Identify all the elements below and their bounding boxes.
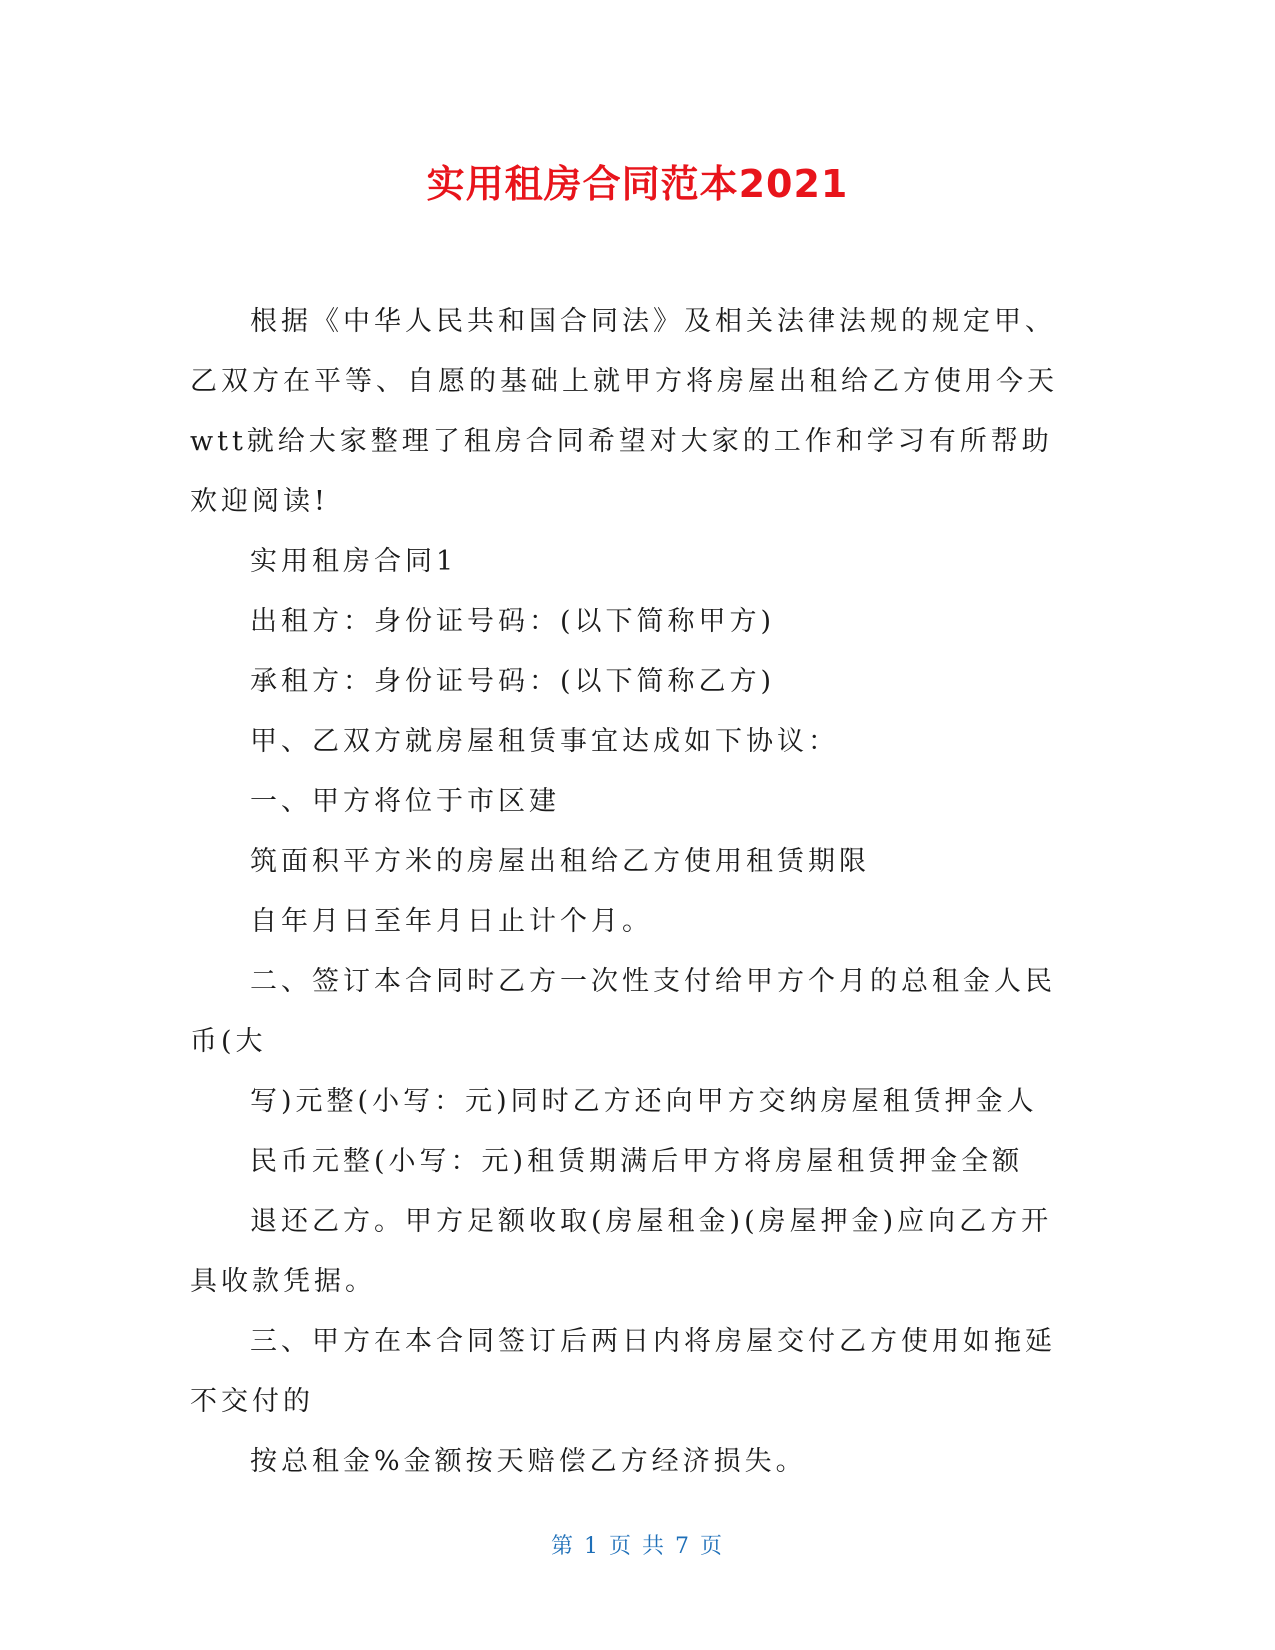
paragraph-clause-2c: 民币元整(小写：元)租赁期满后甲方将房屋租赁押金全额 <box>250 1146 1024 1177</box>
paragraph-clause-2b: 写)元整(小写：元)同时乙方还向甲方交纳房屋租赁押金人 <box>250 1086 1038 1117</box>
paragraph-clause-1c: 自年月日至年月日止计个月。 <box>250 906 653 937</box>
paragraph-clause-2d: 退还乙方。甲方足额收取(房屋租金)(房屋押金)应向乙方开具收款凭据。 <box>190 1206 1053 1297</box>
paragraph-heading: 实用租房合同1 <box>250 546 458 577</box>
paragraph-intro: 根据《中华人民共和国合同法》及相关法律法规的规定甲、乙双方在平等、自愿的基础上就甲方将房屋出租给乙方使用今天wtt就给大家整理了租房合同希望对大家的工作和学习有所帮助欢迎阅读! <box>190 306 1058 517</box>
document-title: 实用租房合同范本2021 <box>426 162 849 206</box>
paragraph-agreement: 甲、乙双方就房屋租赁事宜达成如下协议： <box>250 726 839 757</box>
page-number-footer: 第 1 页 共 7 页 <box>551 1534 724 1559</box>
paragraph-lessor: 出租方：身份证号码：(以下简称甲方) <box>250 606 776 637</box>
paragraph-lessee: 承租方：身份证号码：(以下简称乙方) <box>250 666 776 697</box>
paragraph-clause-1a: 一、甲方将位于市区建 <box>250 786 560 817</box>
document-body <box>190 292 1070 1492</box>
paragraph-clause-3b: 按总租金%金额按天赔偿乙方经济损失。 <box>250 1446 807 1477</box>
paragraph-clause-3a: 三、甲方在本合同签订后两日内将房屋交付乙方使用如拖延不交付的 <box>190 1326 1056 1417</box>
paragraph-clause-1b: 筑面积平方米的房屋出租给乙方使用租赁期限 <box>250 846 870 877</box>
paragraph-clause-2a: 二、签订本合同时乙方一次性支付给甲方个月的总租金人民币(大 <box>190 966 1056 1057</box>
